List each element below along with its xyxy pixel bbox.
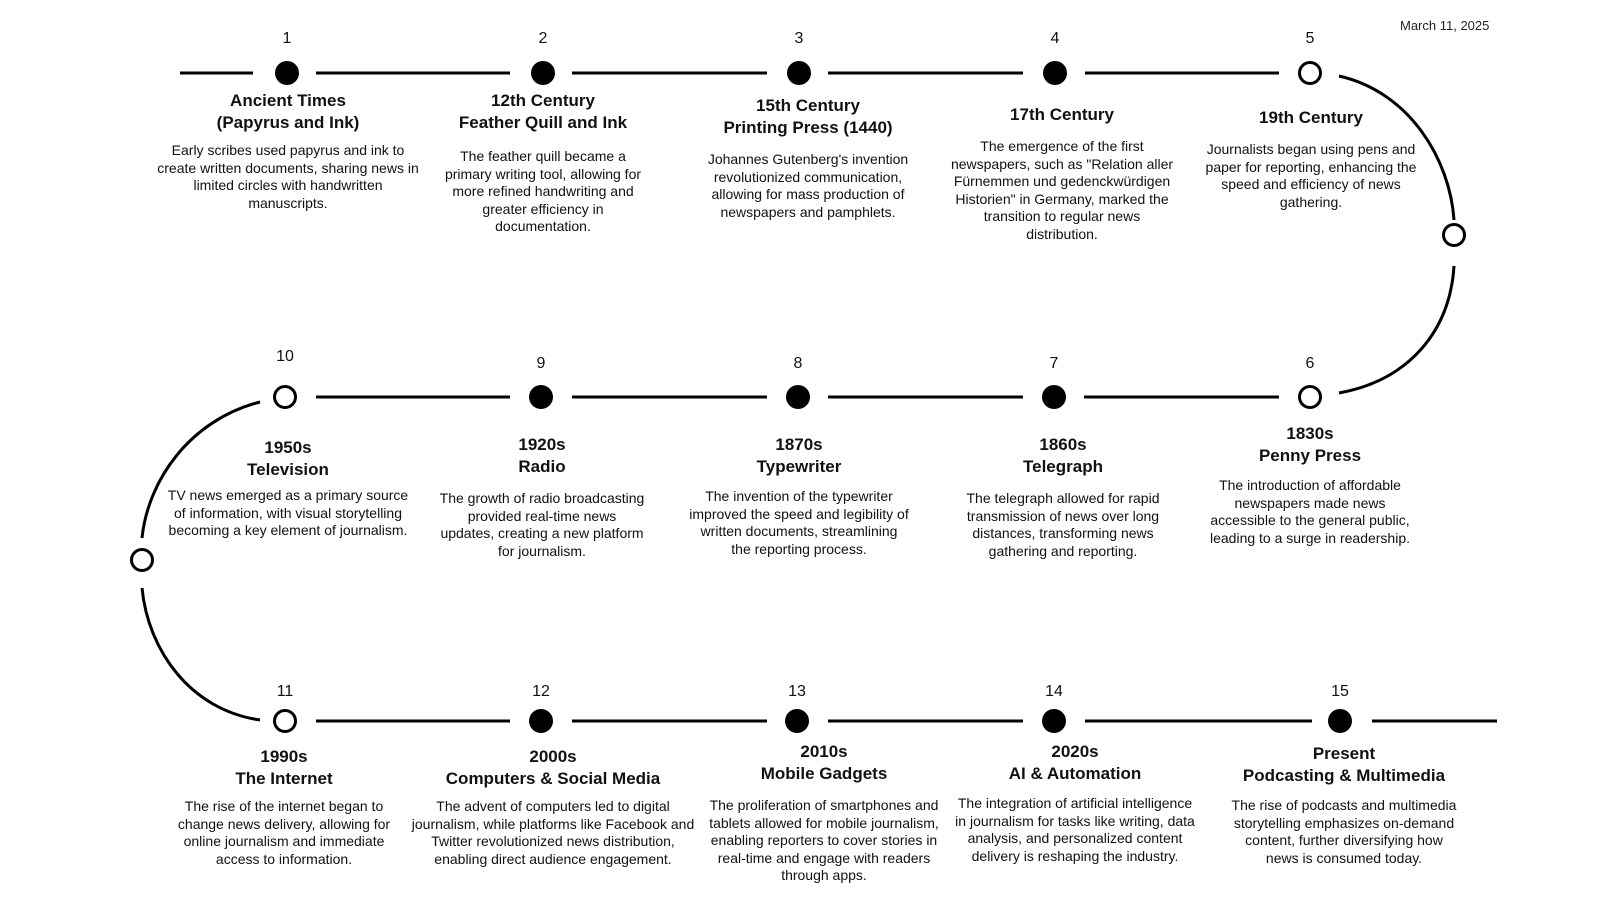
event-label [955, 741, 1195, 865]
event-description: The introduction of affordable newspapers made news accessible to the general public, leading to a surge in readership. [1209, 477, 1411, 546]
event-label [164, 746, 404, 868]
timeline-node [786, 385, 810, 409]
event-period: 19th Century [1259, 108, 1363, 127]
event-period: 2000s [529, 747, 577, 766]
event-number: 4 [1050, 30, 1060, 47]
event-description: Journalists began using pens and paper for reporting, enhancing the speed and efficiency of news gathering. [1205, 141, 1417, 210]
timeline-node [1328, 709, 1352, 733]
timeline-node [275, 61, 299, 85]
event-period: 1830s [1286, 424, 1334, 443]
event-period: 2020s [1051, 742, 1099, 761]
event-subtitle: Podcasting & Multimedia [1242, 766, 1446, 785]
event-description: The rise of the internet began to change news delivery, allowing for online journalism and immediate access to information. [177, 798, 391, 867]
event-subtitle: Printing Press (1440) [723, 118, 893, 137]
event-number: 5 [1305, 30, 1315, 47]
event-description: The proliferation of smartphones and tablets allowed for mobile journalism, enabling reporters to cover stories in real-time and engage with readers through apps. [709, 797, 939, 883]
event-subtitle: Mobile Gadgets [760, 764, 888, 783]
timeline-node [1042, 709, 1066, 733]
event-label [948, 434, 1178, 560]
event-number: 1 [282, 30, 292, 47]
event-number: 8 [793, 355, 803, 372]
event-number: 10 [276, 348, 294, 365]
timeline-node [787, 61, 811, 85]
event-period: 1990s [260, 747, 308, 766]
event-description: The emergence of the first newspapers, such as "Relation aller Fürnemmen und gedenckwürdigen Historien" in Germany, marked the transition to regular news distribution. [950, 138, 1174, 242]
event-description: Johannes Gutenberg's invention revolutionized communication, allowing for mass production of newspapers and pamphlets. [707, 151, 909, 220]
page-date: March 11, 2025 [1400, 18, 1490, 33]
event-description: The advent of computers led to digital journalism, while platforms like Facebook and Twitter revolutionized news distribution, enabling direct audience engagement. [411, 798, 695, 867]
event-number: 2 [538, 30, 548, 47]
event-label [1200, 423, 1420, 547]
event-subtitle: Television [247, 460, 329, 479]
event-period: Present [1312, 744, 1376, 763]
event-period: 1950s [264, 438, 312, 457]
event-description: The rise of podcasts and multimedia storytelling emphasizes on-demand content, further diversifying how news is consumed today. [1231, 797, 1457, 866]
event-description: The feather quill became a primary writing tool, allowing for more refined handwriting and greater efficiency in documentation. [444, 148, 642, 234]
event-period: 1870s [775, 435, 823, 454]
event-period: 12th Century [491, 91, 595, 110]
event-number: 6 [1305, 355, 1315, 372]
event-subtitle: Typewriter [756, 457, 842, 476]
timeline-node [1298, 61, 1322, 85]
event-label [1232, 743, 1457, 867]
event-label [161, 437, 416, 540]
event-period: 15th Century [756, 96, 860, 115]
timeline-node [785, 709, 809, 733]
event-number: 3 [794, 30, 804, 47]
event-number: 14 [1045, 683, 1063, 700]
event-period: Ancient Times [230, 91, 346, 110]
timeline-node [273, 709, 297, 733]
event-subtitle: Radio [518, 457, 566, 476]
timeline-node [1043, 61, 1067, 85]
timeline-node [1298, 385, 1322, 409]
event-description: Early scribes used papyrus and ink to create written documents, sharing news in limited circles with handwritten manuscripts. [157, 142, 419, 211]
event-description: The invention of the typewriter improved the speed and legibility of written documents, streamlining the reporting process. [689, 488, 909, 557]
event-number: 15 [1331, 683, 1349, 700]
event-label [689, 434, 909, 558]
event-label [153, 90, 423, 212]
timeline-node [1442, 223, 1466, 247]
event-number: 11 [276, 683, 294, 700]
event-subtitle: AI & Automation [1008, 764, 1142, 783]
timeline-node [130, 548, 154, 572]
event-period: 1860s [1039, 435, 1087, 454]
event-label [438, 90, 648, 236]
event-subtitle: Computers & Social Media [445, 769, 661, 788]
event-number: 13 [788, 683, 806, 700]
event-number: 12 [532, 683, 550, 700]
timeline-node [529, 709, 553, 733]
event-description: The telegraph allowed for rapid transmission of news over long distances, transforming news gathering and reporting. [966, 490, 1160, 559]
event-number: 7 [1049, 355, 1059, 372]
event-period: 17th Century [1010, 105, 1114, 124]
event-subtitle: Feather Quill and Ink [458, 113, 628, 132]
event-subtitle: The Internet [235, 769, 333, 788]
event-period: 1920s [518, 435, 566, 454]
event-subtitle: (Papyrus and Ink) [216, 113, 360, 132]
event-subtitle: Penny Press [1258, 446, 1362, 465]
event-label [440, 434, 645, 560]
event-label [1196, 107, 1426, 211]
event-number: 9 [536, 355, 546, 372]
event-label [688, 95, 928, 221]
timeline-node [529, 385, 553, 409]
event-description: The growth of radio broadcasting provided real-time news updates, creating a new platform for journalism. [439, 490, 645, 559]
event-label [702, 741, 947, 885]
event-subtitle: Telegraph [1023, 457, 1103, 476]
event-label [947, 104, 1177, 243]
event-description: TV news emerged as a primary source of information, with visual storytelling becoming a key element of journalism. [167, 487, 409, 538]
event-description: The integration of artificial intelligence in journalism for tasks like writing, data analysis, and personalized content delivery is reshaping the industry. [955, 795, 1195, 864]
timeline-node [273, 385, 297, 409]
timeline-node [1042, 385, 1066, 409]
timeline-node [531, 61, 555, 85]
event-period: 2010s [800, 742, 848, 761]
event-label [408, 746, 698, 868]
